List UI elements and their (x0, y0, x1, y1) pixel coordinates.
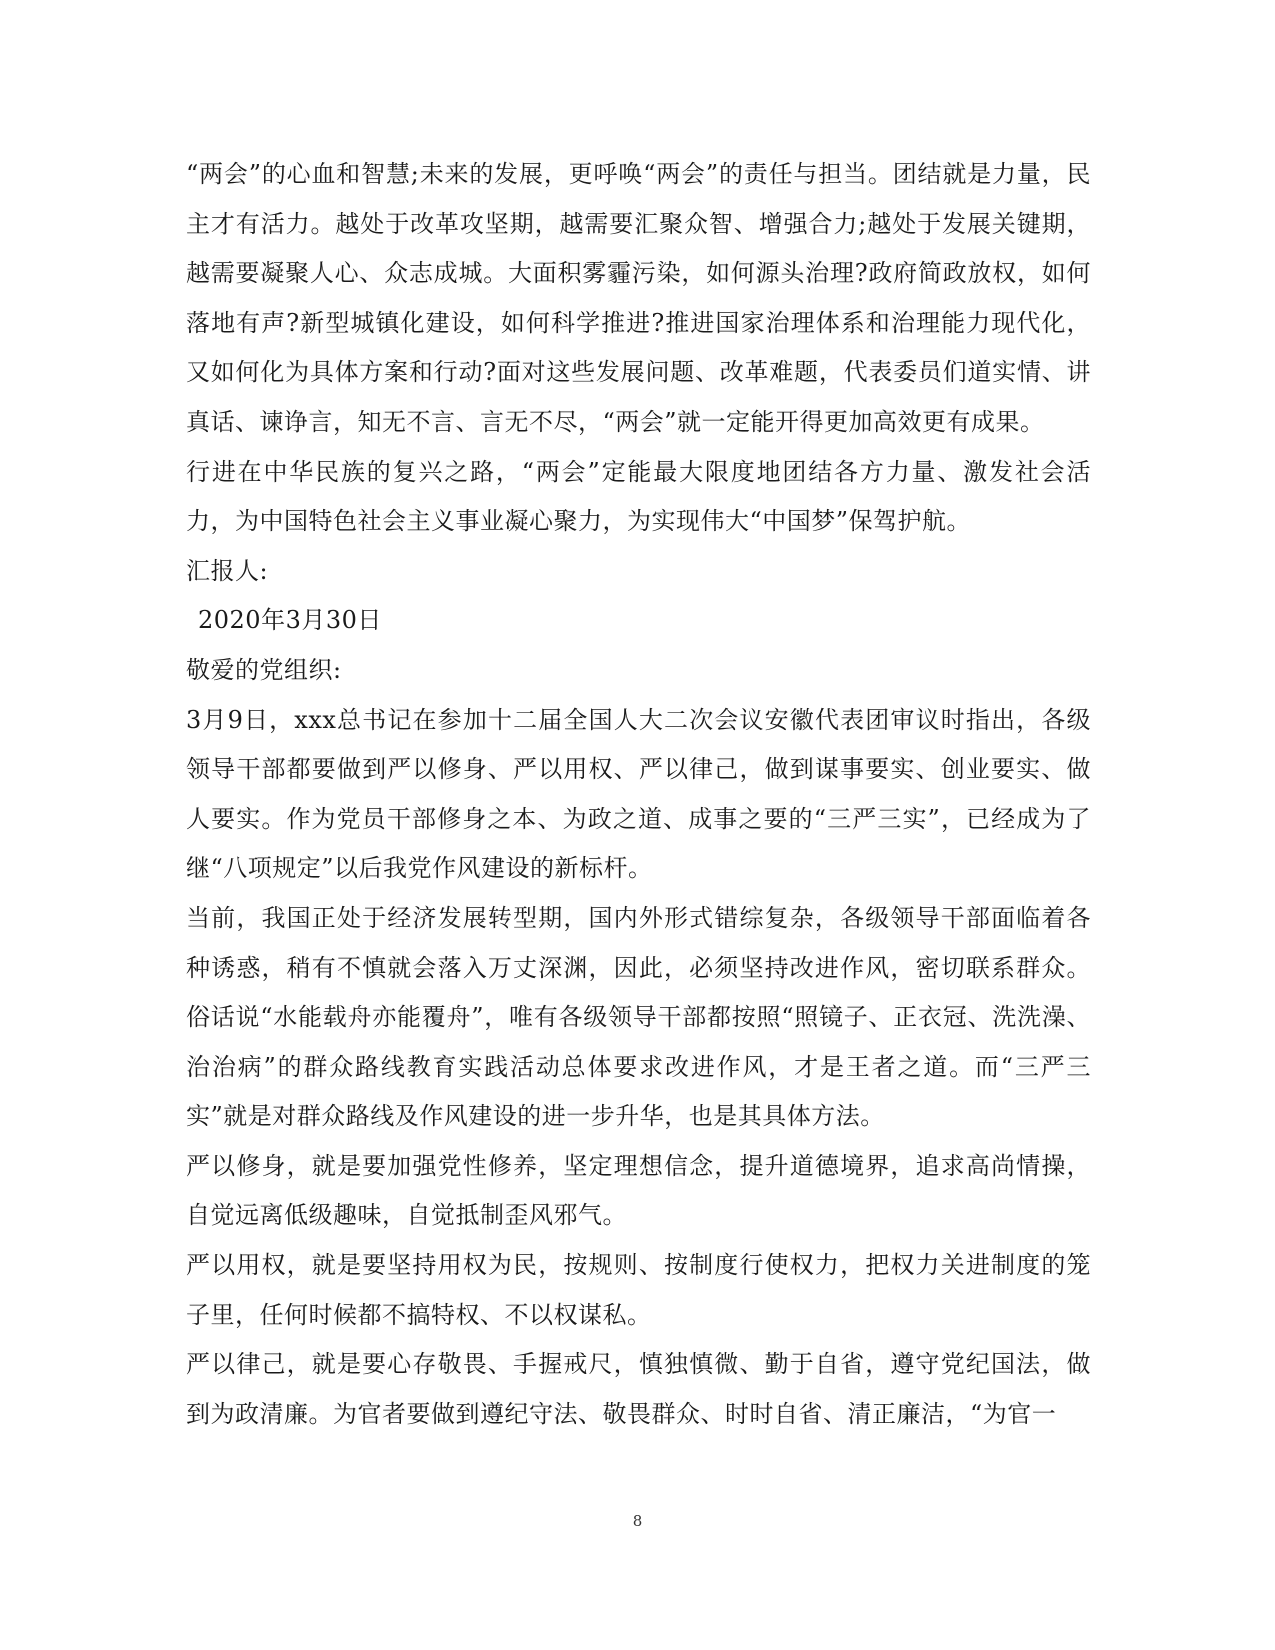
paragraph-lianghui-wisdom: “两会”的心血和智慧;未来的发展，更呼唤“两会”的责任与担当。团结就是力量，民主才有活力。越处于改革攻坚期，越需要汇聚众智、增强合力;越处于发展关键期，越需要凝聚人心、众志成城。大面积雾霾污染，如何源头治理?政府简政放权，如何落地有声?新型城镇化建设，如何科学推进?推进国家治理体系和治理能力现代化，又如何化为具体方案和行动?面对这些发展问题、改革难题，代表委员们道实情、讲真话、谏诤言，知无不言、言无不尽，“两会”就一定能开得更加高效更有成果。 (186, 160, 1091, 436)
document-body (186, 150, 1091, 1439)
paragraph-current-situation: 当前，我国正处于经济发展转型期，国内外形式错综复杂，各级领导干部面临着各种诱惑，稍有不慎就会落入万丈深渊，因此，必须坚持改进作风，密切联系群众。俗话说“水能载舟亦能覆舟”，唯有各级领导干部都按照“照镜子、正衣冠、洗洗澡、治治病”的群众路线教育实践活动总体要求改进作风，才是王者之道。而“三严三实”就是对群众路线及作风建设的进一步升华，也是其具体方法。 (186, 903, 1091, 1131)
paragraph-march-9: 3月9日，xxx总书记在参加十二届全国人大二次会议安徽代表团审议时指出，各级领导干部都要做到严以修身、严以用权、严以律己，做到谋事要实、创业要实、做人要实。作为党员干部修身之本、为政之道、成事之要的“三严三实”，已经成为了继“八项规定”以后我党作风建设的新标杆。 (186, 705, 1091, 883)
salutation: 敬爱的党组织: (186, 655, 342, 684)
paragraph-revival-road: 行进在中华民族的复兴之路，“两会”定能最大限度地团结各方力量、激发社会活力，为中国特色社会主义事业凝心聚力，为实现伟大“中国梦”保驾护航。 (186, 457, 1091, 536)
paragraph-self-cultivation: 严以修身，就是要加强党性修养，坚定理想信念，提升道德境界，追求高尚情操，自觉远离低级趣味，自觉抵制歪风邪气。 (186, 1151, 1091, 1230)
report-date: 2020年3月30日 (198, 606, 382, 635)
paragraph-use-of-power: 严以用权，就是要坚持用权为民，按规则、按制度行使权力，把权力关进制度的笼子里，任何时候都不搞特权、不以权谋私。 (186, 1251, 1091, 1329)
reporter-label: 汇报人: (186, 556, 269, 585)
paragraph-self-discipline: 严以律己，就是要心存敬畏、手握戒尺，慎独慎微、勤于自省，遵守党纪国法，做到为政清廉。为官者要做到遵纪守法、敬畏群众、时时自省、清正廉洁，“为官一 (186, 1350, 1091, 1428)
page-number: 8 (632, 1512, 643, 1530)
